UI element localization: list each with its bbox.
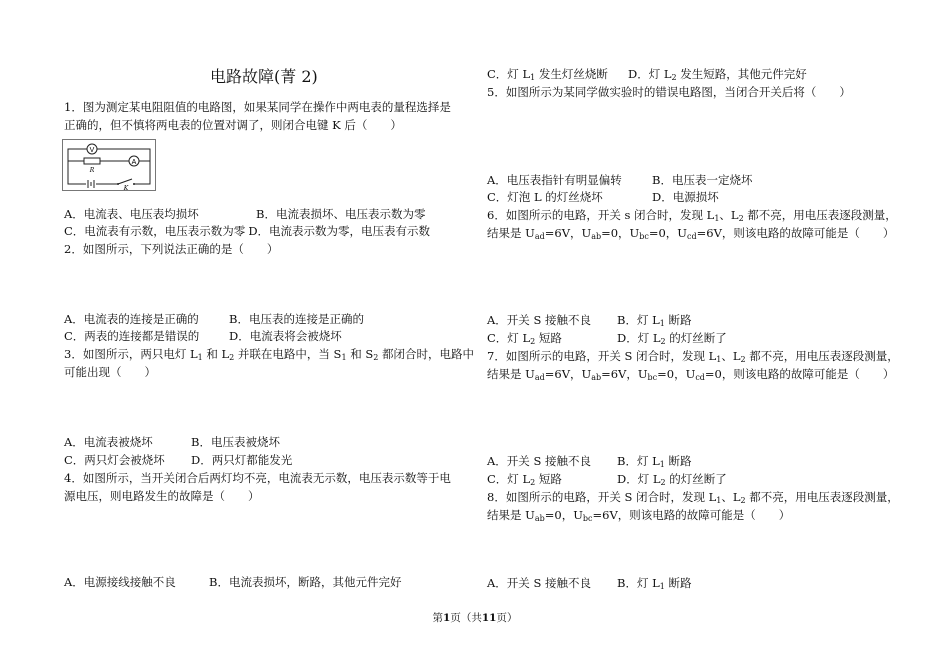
q3-option-a[interactable]: A．电流表被烧坏 (64, 435, 153, 449)
switch-label: K (123, 185, 129, 191)
q6-stem-line2 (487, 225, 894, 245)
q7-option-a[interactable]: A．开关 S 接触不良 (487, 454, 591, 468)
voltmeter-label: V (89, 147, 95, 154)
q7-stem-part: =6V，U (544, 367, 592, 381)
q6-stem-part: 都不亮，用电压表逐段测量， (743, 208, 897, 222)
q4-option-d-text: 发生短路，其他元件完好 (676, 67, 807, 81)
q6-option-b-sub: 1 (659, 319, 665, 328)
q7-option-d[interactable] (617, 471, 727, 491)
q8-option-b[interactable] (617, 575, 692, 595)
q7-stem-line1 (487, 348, 899, 368)
q7-stem-part: 都不亮，用电压表逐段测量， (745, 349, 899, 363)
q2-options-ab (64, 311, 364, 327)
q6-sub: ab (591, 232, 602, 241)
q4-option-d-text: D．灯 L (628, 67, 672, 81)
q6-stem-part: 6．如图所示的电路，开关 s 闭合时，发现 L (487, 208, 715, 222)
q4-option-c[interactable] (487, 66, 628, 86)
q5-option-b[interactable]: B．电压表一定烧坏 (652, 173, 753, 187)
q6-option-c-text: C．灯 L (487, 331, 531, 345)
q3-sub: 1 (341, 353, 347, 362)
q4-option-c-text: C．灯 L (487, 67, 531, 81)
q8-option-b-sub: 1 (659, 582, 665, 591)
q3-stem-part: 并联在电路中，当 S (234, 347, 342, 361)
q8-option-b-text: B．灯 L (617, 576, 660, 590)
q6-option-b[interactable] (617, 312, 692, 332)
q4-option-b[interactable]: B．电流表损坏，断路，其他元件完好 (209, 575, 402, 589)
footer-text: 页） (496, 612, 518, 624)
q6-option-d-text: 的灯丝断了 (665, 331, 727, 345)
q3-sub: 2 (229, 353, 235, 362)
q7-stem-part: =0，U (657, 367, 696, 381)
q7-option-d-text: 的灯丝断了 (665, 472, 727, 486)
q7-sub: ab (591, 373, 602, 382)
q2-stem: 2．如图所示，下列说法正确的是（ ） (64, 242, 279, 256)
q3-stem-line2: 可能出现（ ） (64, 365, 156, 379)
q3-stem-part: 3．如图所示，两只电灯 L (64, 347, 198, 361)
q8-sub: 2 (740, 496, 746, 505)
q1-stem-line1: 1．图为测定某电阻阻值的电路图，如果某同学在操作中两电表的量程选择是 (64, 100, 451, 114)
q6-options-cd (487, 330, 727, 350)
q8-stem-part: 、L (721, 490, 741, 504)
q6-options-ab (487, 312, 692, 332)
q7-option-b-text: 断路 (664, 454, 692, 468)
q3-option-b[interactable]: B．电压表被烧坏 (191, 435, 280, 449)
q6-stem-part: 结果是 U (487, 226, 535, 240)
q7-options-ab (487, 453, 692, 473)
q7-option-c-sub: 2 (530, 478, 536, 487)
q6-option-a[interactable]: A．开关 S 接触不良 (487, 313, 591, 327)
q7-option-c-text: C．灯 L (487, 472, 531, 486)
q8-sub: ab (534, 514, 545, 523)
q7-stem-part: 结果是 U (487, 367, 535, 381)
q6-option-c[interactable] (487, 330, 617, 350)
footer-page-number: 1 (443, 612, 451, 624)
q6-stem-part: =0，U (601, 226, 640, 240)
q6-stem-part: 、L (719, 208, 739, 222)
q1-option-c[interactable]: C．电流表有示数，电压表示数为零 (64, 224, 246, 238)
q6-sub: 2 (738, 214, 744, 223)
footer-text: 页（共 (450, 612, 482, 624)
q1-option-b[interactable]: B．电流表损坏、电压表示数为零 (256, 207, 426, 221)
q6-sub: bc (639, 232, 649, 241)
q8-stem-part: =6V，则该电路的故障可能是（ ） (592, 508, 791, 522)
q2-option-c[interactable]: C．两表的连接都是错误的 (64, 329, 200, 343)
q2-option-d[interactable]: D．电流表将会被烧坏 (229, 329, 342, 343)
resistor-label: R (89, 167, 95, 174)
q7-option-c-text: 短路 (535, 472, 562, 486)
q8-stem-line1 (487, 489, 899, 509)
q2-option-a[interactable]: A．电流表的连接是正确的 (64, 312, 199, 326)
q6-option-d[interactable] (617, 330, 727, 350)
q3-sub: 1 (197, 353, 203, 362)
q3-sub: 2 (373, 353, 379, 362)
q7-option-d-sub: 2 (660, 478, 666, 487)
q6-sub: 1 (714, 214, 720, 223)
q6-stem-line1 (487, 207, 897, 227)
q8-sub: 1 (716, 496, 722, 505)
q7-sub: 1 (716, 355, 722, 364)
q7-stem-part: 、L (721, 349, 741, 363)
q3-option-c[interactable]: C．两只灯会被烧坏 (64, 453, 165, 467)
q6-option-c-text: 短路 (535, 331, 562, 345)
q7-sub: bc (647, 373, 658, 382)
q1-option-d[interactable]: D．电流表示数为零，电压表有示数 (248, 224, 431, 238)
q8-sub: bc (582, 514, 593, 523)
q4-option-c-text: 发生灯丝烧断 (535, 67, 608, 81)
q2-options-cd (64, 328, 342, 344)
q7-option-b-sub: 1 (659, 460, 665, 469)
q5-option-c[interactable]: C．灯泡 L 的灯丝烧坏 (487, 190, 603, 204)
q4-stem-line1: 4．如图所示，当开关闭合后两灯均不亮，电流表无示数，电压表示数等于电 (64, 471, 451, 485)
page-title: 电路故障(菁 2) (210, 67, 318, 86)
q5-options-ab (487, 172, 752, 188)
q8-stem-part: 结果是 U (487, 508, 535, 522)
q6-option-d-sub: 2 (660, 337, 666, 346)
q7-stem-part: 7．如图所示的电路，开关 S 闭合时，发现 L (487, 349, 717, 363)
page-footer (0, 610, 950, 625)
q7-option-d-text: D．灯 L (617, 472, 661, 486)
q8-option-b-text: 断路 (664, 576, 692, 590)
q6-sub: cd (687, 232, 697, 241)
footer-total-pages: 11 (481, 612, 497, 624)
q7-stem-part: =0，则该电路的故障可能是（ ） (704, 367, 895, 381)
q2-option-b[interactable]: B．电压表的连接是正确的 (229, 312, 364, 326)
q6-option-b-text: B．灯 L (617, 313, 660, 327)
q6-option-c-sub: 2 (530, 337, 536, 346)
q7-option-b-text: B．灯 L (617, 454, 660, 468)
q7-sub: ad (534, 373, 545, 382)
q8-stem-part: 都不亮，用电压表逐段测量， (745, 490, 899, 504)
q7-stem-line2 (487, 366, 894, 386)
q4-option-d-sub: 2 (671, 73, 677, 82)
q4-option-a[interactable]: A．电源接线接触不良 (64, 575, 176, 589)
ammeter-label: A (131, 159, 137, 166)
q8-stem-part: =0，U (544, 508, 583, 522)
q3-stem-line1 (64, 346, 474, 366)
q7-option-c[interactable] (487, 471, 617, 491)
q3-option-d[interactable]: D．两只灯都能发光 (191, 453, 293, 467)
q8-option-a[interactable]: A．开关 S 接触不良 (487, 576, 591, 590)
q8-stem-line2 (487, 507, 790, 527)
q3-stem-part: 和 S (346, 347, 374, 361)
q6-stem-part: =6V，则该电路的故障可能是（ ） (696, 226, 895, 240)
q6-stem-part: =6V，U (544, 226, 592, 240)
q7-sub: cd (695, 373, 705, 382)
q1-option-a[interactable]: A．电流表、电压表均损坏 (64, 207, 199, 221)
q5-options-cd (487, 189, 719, 205)
q6-sub: ad (534, 232, 545, 241)
footer-text: 第 (432, 612, 444, 624)
q7-option-b[interactable] (617, 453, 692, 473)
q6-stem-part: =0，U (648, 226, 688, 240)
q4-option-c-sub: 1 (530, 73, 536, 82)
q4-stem-line2: 源电压，则电路发生的故障是（ ） (64, 489, 260, 503)
q6-option-d-text: D．灯 L (617, 331, 661, 345)
q1-circuit-figure (62, 139, 156, 191)
q8-options-ab (487, 575, 692, 595)
q3-stem-part: 都闭合时，电路中 (378, 347, 474, 361)
q3-options-cd (64, 452, 292, 468)
q5-option-a[interactable]: A．电压表指针有明显偏转 (487, 173, 622, 187)
q7-sub: 2 (740, 355, 746, 364)
q4-options-cd (487, 66, 807, 86)
q1-options-cd (64, 223, 430, 239)
q5-option-d[interactable]: D．电源损坏 (652, 190, 719, 204)
q7-stem-part: =6V，U (601, 367, 648, 381)
q7-options-cd (487, 471, 727, 491)
q1-options-ab (64, 206, 425, 222)
q1-stem-line2: 正确的，但不慎将两电表的位置对调了，则闭合电键 K 后（ ） (64, 118, 402, 132)
q4-options-ab (64, 574, 401, 590)
q3-options-ab (64, 434, 280, 450)
q6-option-b-text: 断路 (664, 313, 692, 327)
q8-stem-part: 8．如图所示的电路，开关 S 闭合时，发现 L (487, 490, 717, 504)
q4-option-d[interactable] (628, 66, 807, 86)
q5-stem: 5．如图所示为某同学做实验时的错误电路图，当闭合开关后将（ ） (487, 85, 851, 99)
q3-stem-part: 和 L (202, 347, 230, 361)
